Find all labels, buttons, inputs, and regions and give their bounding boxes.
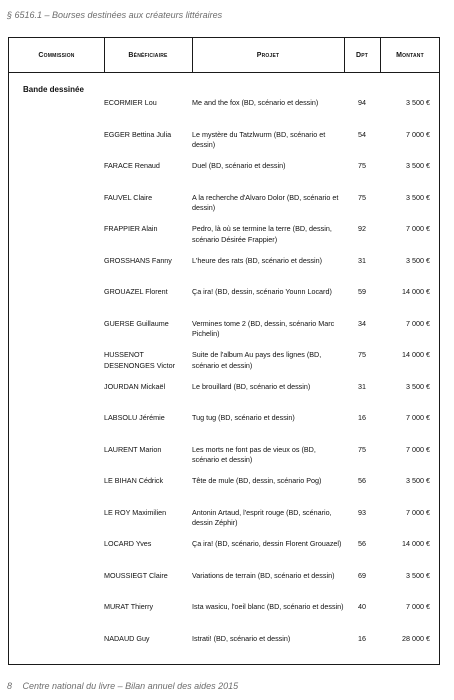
amount-cell: 7 000 € (406, 129, 430, 139)
department-cell: 93 (358, 507, 366, 517)
department-cell: 56 (358, 476, 366, 485)
amount-cell: 7 000 € (406, 602, 430, 611)
amount-cell: 3 500 € (406, 98, 430, 107)
table-row (9, 161, 439, 193)
amount-cell: 3 500 € (406, 255, 430, 265)
project-cell: Pedro, là où se termine la terre (BD, dessin, scénario Désirée Frappier) (192, 224, 332, 244)
project-cell: Ça ira! (BD, scénario, dessin Florent Grouazel) (192, 539, 342, 548)
page-number: 8 (7, 681, 13, 691)
beneficiary-cell: MOUSSIEGT Claire (104, 570, 168, 580)
project-cell: A la recherche d'Alvaro Dolor (BD, scénario et dessin) (192, 192, 339, 212)
beneficiary-cell: LE BIHAN Cédrick (104, 476, 164, 485)
table-row (9, 98, 439, 130)
amount-cell: 3 500 € (406, 381, 430, 391)
amount-cell: 7 000 € (406, 224, 430, 233)
amount-cell: 3 500 € (406, 570, 430, 580)
project-cell: L'heure des rats (BD, scénario et dessin) (192, 255, 323, 265)
beneficiary-cell: LABSOLU Jérémie (104, 413, 165, 422)
table-row (9, 413, 439, 445)
beneficiary-cell: EGGER Bettina Julia (104, 129, 172, 139)
table-row (9, 634, 439, 666)
project-cell: Istrati! (BD, scénario et dessin) (192, 633, 291, 643)
amount-cell: 14 000 € (402, 287, 430, 296)
department-cell: 56 (358, 539, 366, 548)
project-cell: Tug tug (BD, scénario et dessin) (192, 413, 295, 422)
amount-cell: 14 000 € (402, 539, 430, 548)
project-cell: Suite de l'album Au pays des lignes (BD, scénario et dessin) (192, 350, 322, 370)
beneficiary-cell: FARACE Renaud (104, 161, 160, 170)
amount-cell: 3 500 € (406, 161, 430, 170)
beneficiary-cell: NADAUD Guy (104, 633, 150, 643)
table-row (9, 224, 439, 256)
project-cell: Tête de mule (BD, dessin, scénario Pog) (192, 476, 322, 485)
department-cell: 34 (358, 318, 366, 328)
department-cell: 40 (358, 602, 366, 611)
department-cell: 16 (358, 413, 366, 422)
category-label: Bande dessinée (23, 85, 84, 94)
beneficiary-cell: GUERSE Guillaume (104, 318, 169, 328)
amount-cell: 7 000 € (406, 444, 430, 454)
column-header-commission: Commission (38, 51, 75, 59)
department-cell: 69 (358, 570, 366, 580)
department-cell: 75 (358, 350, 366, 359)
project-cell: Ça ira! (BD, dessin, scénario Younn Locard) (192, 287, 332, 296)
department-cell: 75 (358, 444, 366, 454)
amount-cell: 3 500 € (406, 476, 430, 485)
department-cell: 92 (358, 224, 366, 233)
department-cell: 94 (358, 98, 366, 107)
beneficiary-cell: MURAT Thierry (104, 602, 154, 611)
project-cell: Le mystère du Tatzlwurm (BD, scénario et dessin) (192, 129, 326, 149)
table-row (9, 130, 439, 162)
table-row (9, 193, 439, 225)
table-header (9, 38, 439, 73)
column-header-beneficiaire: Bénéficiaire (128, 51, 168, 59)
amount-cell: 14 000 € (402, 350, 430, 359)
beneficiary-cell: LE ROY Maximilien (104, 507, 167, 517)
department-cell: 31 (358, 381, 366, 391)
table-row (9, 476, 439, 508)
department-cell: 54 (358, 129, 366, 139)
department-cell: 59 (358, 287, 366, 296)
project-cell: Me and the fox (BD, scénario et dessin) (192, 98, 319, 107)
amount-cell: 7 000 € (406, 507, 430, 517)
beneficiary-cell: ECORMIER Lou (104, 98, 157, 107)
department-cell: 75 (358, 192, 366, 202)
beneficiary-cell: GROSSHANS Fanny (104, 255, 172, 265)
page-footer (7, 681, 238, 691)
project-cell: Duel (BD, scénario et dessin) (192, 161, 286, 170)
project-cell: Variations de terrain (BD, scénario et dessin) (192, 570, 335, 580)
beneficiary-cell: GROUAZEL Florent (104, 287, 168, 296)
project-cell: Le brouillard (BD, scénario et dessin) (192, 381, 311, 391)
project-cell: Ista wasicu, l'oeil blanc (BD, scénario et dessin) (192, 602, 344, 611)
footer-text: Centre national du livre – Bilan annuel des aides 2015 (22, 681, 239, 691)
table-row (9, 287, 439, 319)
table-row (9, 445, 439, 477)
table-row (9, 382, 439, 414)
table-row (9, 602, 439, 634)
table-row (9, 256, 439, 288)
table-row (9, 508, 439, 540)
running-header: § 6516.1 – Bourses destinées aux créateurs littéraires (7, 10, 223, 20)
project-cell: Les morts ne font pas de vieux os (BD, scénario et dessin) (192, 444, 316, 464)
amount-cell: 7 000 € (406, 413, 430, 422)
table-row (9, 319, 439, 351)
amount-cell: 28 000 € (402, 633, 430, 643)
table-row (9, 539, 439, 571)
column-header-projet: Projet (256, 51, 280, 59)
beneficiary-cell: LOCARD Yves (104, 539, 152, 548)
table-row (9, 350, 439, 382)
beneficiary-cell: HUSSENOT DESENONGES Victor (104, 350, 175, 370)
department-cell: 16 (358, 633, 366, 643)
project-cell: Vermines tome 2 (BD, dessin, scénario Marc Pichelin) (192, 318, 335, 338)
grants-table (8, 37, 440, 665)
amount-cell: 7 000 € (406, 318, 430, 328)
table-row (9, 571, 439, 603)
beneficiary-cell: JOURDAN Mickaël (104, 381, 166, 391)
column-header-dpt: Dpt (355, 51, 369, 59)
column-header-montant: Montant (396, 51, 424, 59)
department-cell: 31 (358, 255, 366, 265)
department-cell: 75 (358, 161, 366, 170)
beneficiary-cell: FAUVEL Claire (104, 192, 153, 202)
amount-cell: 3 500 € (406, 192, 430, 202)
beneficiary-cell: LAURENT Marion (104, 444, 162, 454)
beneficiary-cell: FRAPPIER Alain (104, 224, 158, 233)
project-cell: Antonin Artaud, l'esprit rouge (BD, scénario, dessin Zéphir) (192, 507, 332, 527)
